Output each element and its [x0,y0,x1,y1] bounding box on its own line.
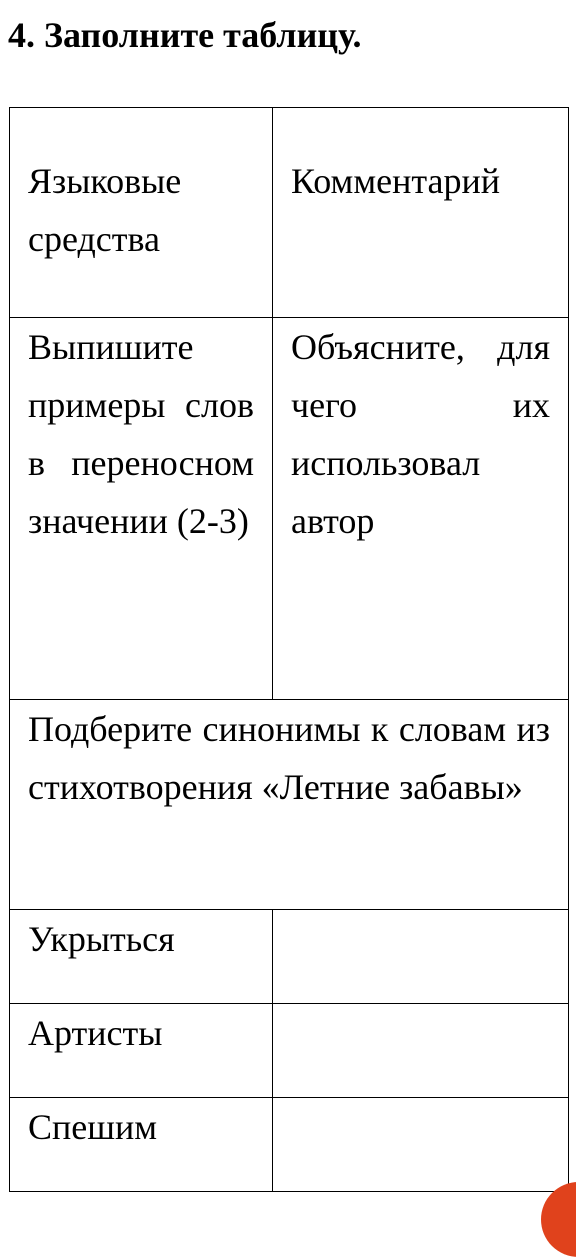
word-text: Спешим [28,1107,158,1147]
header-language-means [10,108,273,318]
corner-accent-shape [541,1182,576,1257]
header-comment-text: Комментарий [291,161,501,201]
header-comment [273,108,569,318]
table-row-figurative [10,318,569,700]
word-cell [10,1098,273,1192]
table-header-row [10,108,569,318]
word-cell [10,1004,273,1098]
figurative-instruction-text: Выпишите примеры слов в переносном значении (2-3) [28,327,254,541]
table-row [10,1004,569,1098]
answer-cell[interactable] [273,1004,569,1098]
task-title: 4. Заполните таблицу. [8,15,362,55]
table-row [10,910,569,1004]
explanation-instruction-text: Объясните, для чего их использовал автор [291,327,550,541]
cell-explanation-instruction [273,318,569,700]
answer-cell[interactable] [273,910,569,1004]
cell-figurative-instruction [10,318,273,700]
cell-synonyms-instruction [10,700,569,910]
answer-table [9,107,569,1192]
table-row-synonyms [10,700,569,910]
header-language-means-text: Языковые средства [28,161,182,259]
word-text: Артисты [28,1013,163,1053]
word-cell [10,910,273,1004]
synonyms-instruction-text: Подберите синонимы к словам из стихотворения «Летние забавы» [28,709,550,807]
word-text: Укрыться [28,919,175,959]
table-row [10,1098,569,1192]
answer-cell[interactable] [273,1098,569,1192]
